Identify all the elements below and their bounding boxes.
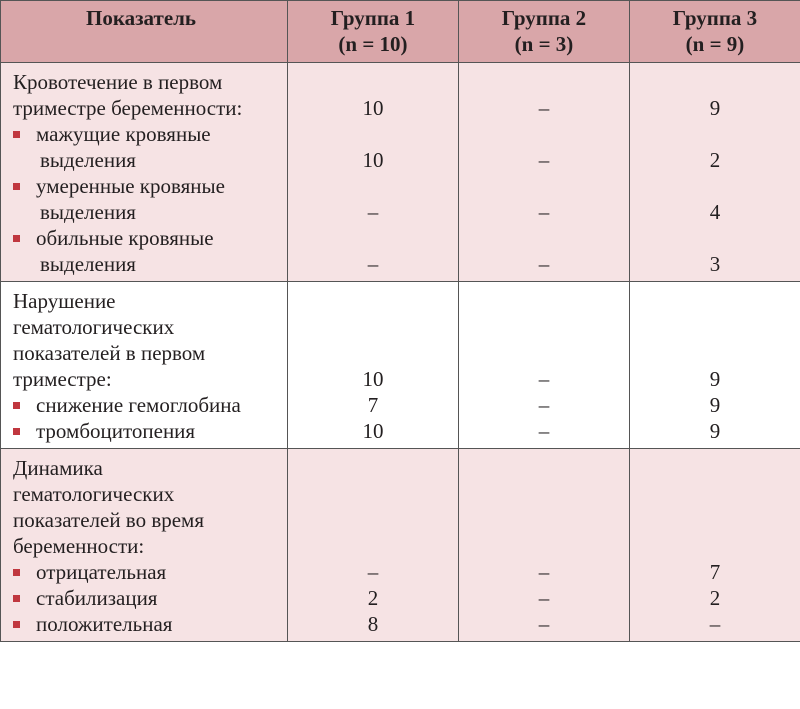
section-hematology-first-label: Нарушение гематологических показателей в первом триместре: снижение гемоглобина тромбоцитопения [1, 282, 288, 449]
section-bleeding [1, 63, 800, 282]
section-bleeding-label: Кровотечение в первом триместре беременности: мажущие кровяные выделения умеренные кровяные выделения обильные кровяные выделения [1, 63, 288, 282]
section-dynamics-group-3: 7 2 – [630, 449, 800, 642]
bullet-icon [13, 428, 20, 435]
section-hematology-first [1, 282, 800, 449]
bullet-icon [13, 569, 20, 576]
bullet-icon [13, 183, 20, 190]
header-group-3: Группа 3 (n = 9) [630, 1, 800, 63]
section-bleeding-group-1: 10 10 – – [288, 63, 459, 282]
header-row [1, 1, 800, 63]
section-dynamics-group-2: – – – [459, 449, 630, 642]
section-hematology-first-group-3: 9 9 9 [630, 282, 800, 449]
section-hematology-first-group-1: 10 7 10 [288, 282, 459, 449]
header-group-2: Группа 2 (n = 3) [459, 1, 630, 63]
section-hematology-first-group-2: – – – [459, 282, 630, 449]
section-dynamics [1, 449, 800, 642]
bullet-icon [13, 621, 20, 628]
bullet-icon [13, 595, 20, 602]
section-bleeding-group-3: 9 2 4 3 [630, 63, 800, 282]
section-dynamics-label: Динамика гематологических показателей во время беременности: отрицательная стабилизация положительная [1, 449, 288, 642]
section-dynamics-group-1: – 2 8 [288, 449, 459, 642]
header-indicator: Показатель [1, 1, 288, 63]
bullet-icon [13, 402, 20, 409]
bullet-icon [13, 131, 20, 138]
header-group-1: Группа 1 (n = 10) [288, 1, 459, 63]
section-bleeding-group-2: – – – – [459, 63, 630, 282]
bullet-icon [13, 235, 20, 242]
